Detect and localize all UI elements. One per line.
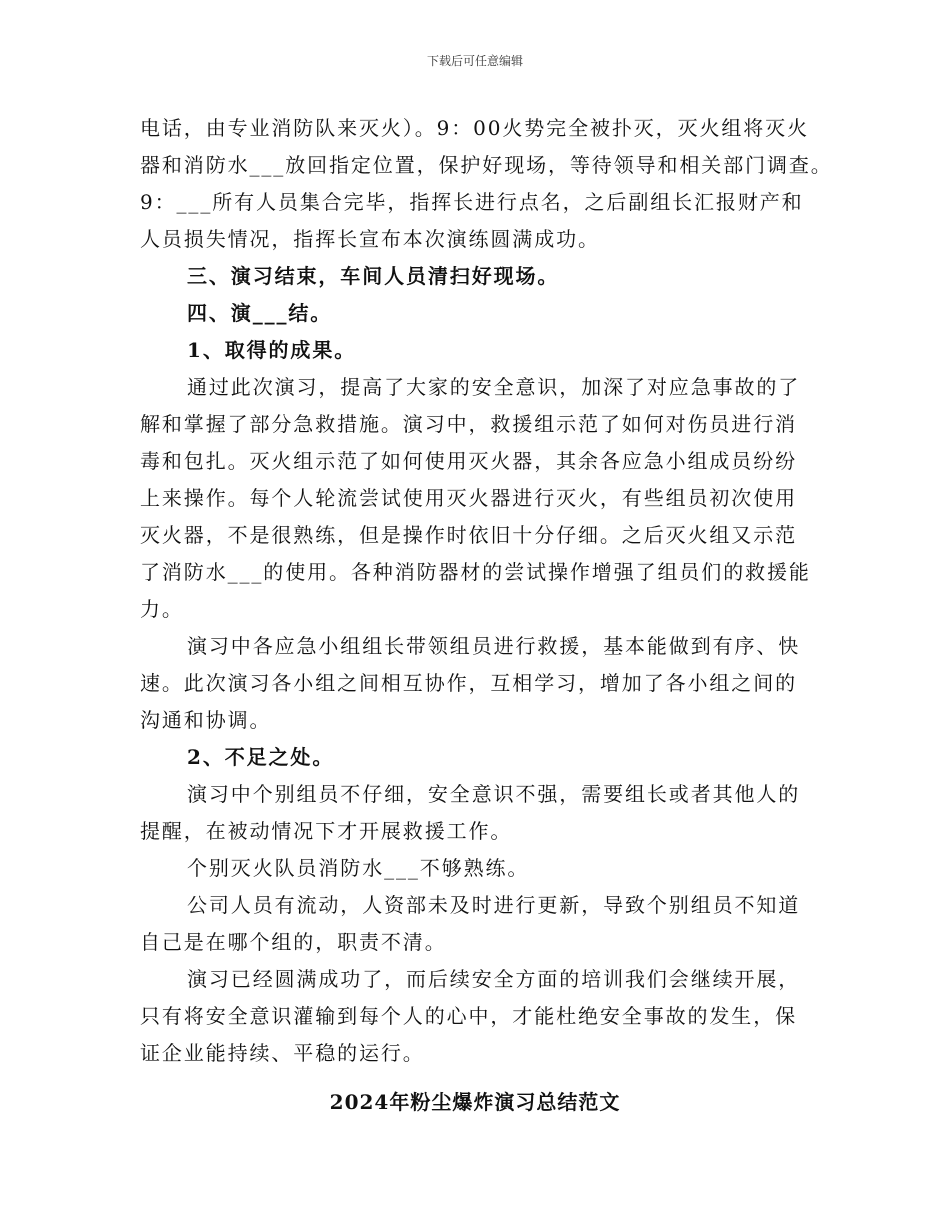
paragraph-line: 电话，由专业消防队来灭火）。9：00火势完全被扑灭，灭火组将灭火	[140, 116, 809, 140]
next-document-title: 2024年粉尘爆炸演习总结范文	[329, 1090, 621, 1114]
paragraph-line: 器和消防水___放回指定位置，保护好现场，等待领导和相关部门调查。	[140, 153, 833, 177]
subsection-heading: 1、取得的成果。	[187, 338, 357, 362]
paragraph-line: 自己是在哪个组的，职责不清。	[140, 930, 447, 954]
paragraph-line: 演习中各应急小组组长带领组员进行救援，基本能做到有序、快	[187, 634, 801, 658]
paragraph-line: 解和掌握了部分急救措施。演习中，救援组示范了如何对伤员进行消	[140, 412, 797, 436]
paragraph-line: 了消防水___的使用。各种消防器材的尝试操作增强了组员们的救援能	[140, 560, 811, 584]
paragraph-line: 人员损失情况，指挥长宣布本次演练圆满成功。	[140, 227, 600, 251]
section-heading: 四、演___结。	[187, 301, 333, 325]
paragraph-line: 通过此次演习，提高了大家的安全意识，加深了对应急事故的了	[187, 375, 801, 399]
paragraph-line: 公司人员有流动，人资部未及时进行更新，导致个别组员不知道	[187, 893, 801, 917]
paragraph-line: 速。此次演习各小组之间相互协作，互相学习，增加了各小组之间的	[140, 671, 797, 695]
subsection-heading: 2、不足之处。	[187, 745, 335, 769]
paragraph-line: 上来操作。每个人轮流尝试使用灭火器进行灭火，有些组员初次使用	[140, 486, 797, 510]
paragraph-line: 提醒，在被动情况下才开展救援工作。	[140, 819, 513, 843]
page-header: 下载后可任意编辑	[426, 54, 523, 68]
paragraph-line: 沟通和协调。	[140, 708, 272, 732]
paragraph-line: 演习中个别组员不仔细，安全意识不强，需要组长或者其他人的	[187, 782, 801, 806]
paragraph-line: 个别灭火队员消防水___不够熟练。	[187, 856, 530, 880]
paragraph-line: 只有将安全意识灌输到每个人的心中，才能杜绝安全事故的发生，保	[140, 1004, 797, 1028]
section-heading: 三、演习结束，车间人员清扫好现场。	[187, 264, 560, 288]
paragraph-line: 演习已经圆满成功了，而后续安全方面的培训我们会继续开展，	[187, 967, 801, 991]
paragraph-line: 灭火器，不是很熟练，但是操作时依旧十分仔细。之后灭火组又示范	[140, 523, 797, 547]
paragraph-line: 9：___所有人员集合完毕，指挥长进行点名，之后副组长汇报财产和	[140, 190, 804, 214]
paragraph-line: 毒和包扎。灭火组示范了如何使用灭火器，其余各应急小组成员纷纷	[140, 449, 797, 473]
paragraph-line: 力。	[140, 597, 184, 621]
paragraph-line: 证企业能持续、平稳的运行。	[140, 1041, 425, 1065]
